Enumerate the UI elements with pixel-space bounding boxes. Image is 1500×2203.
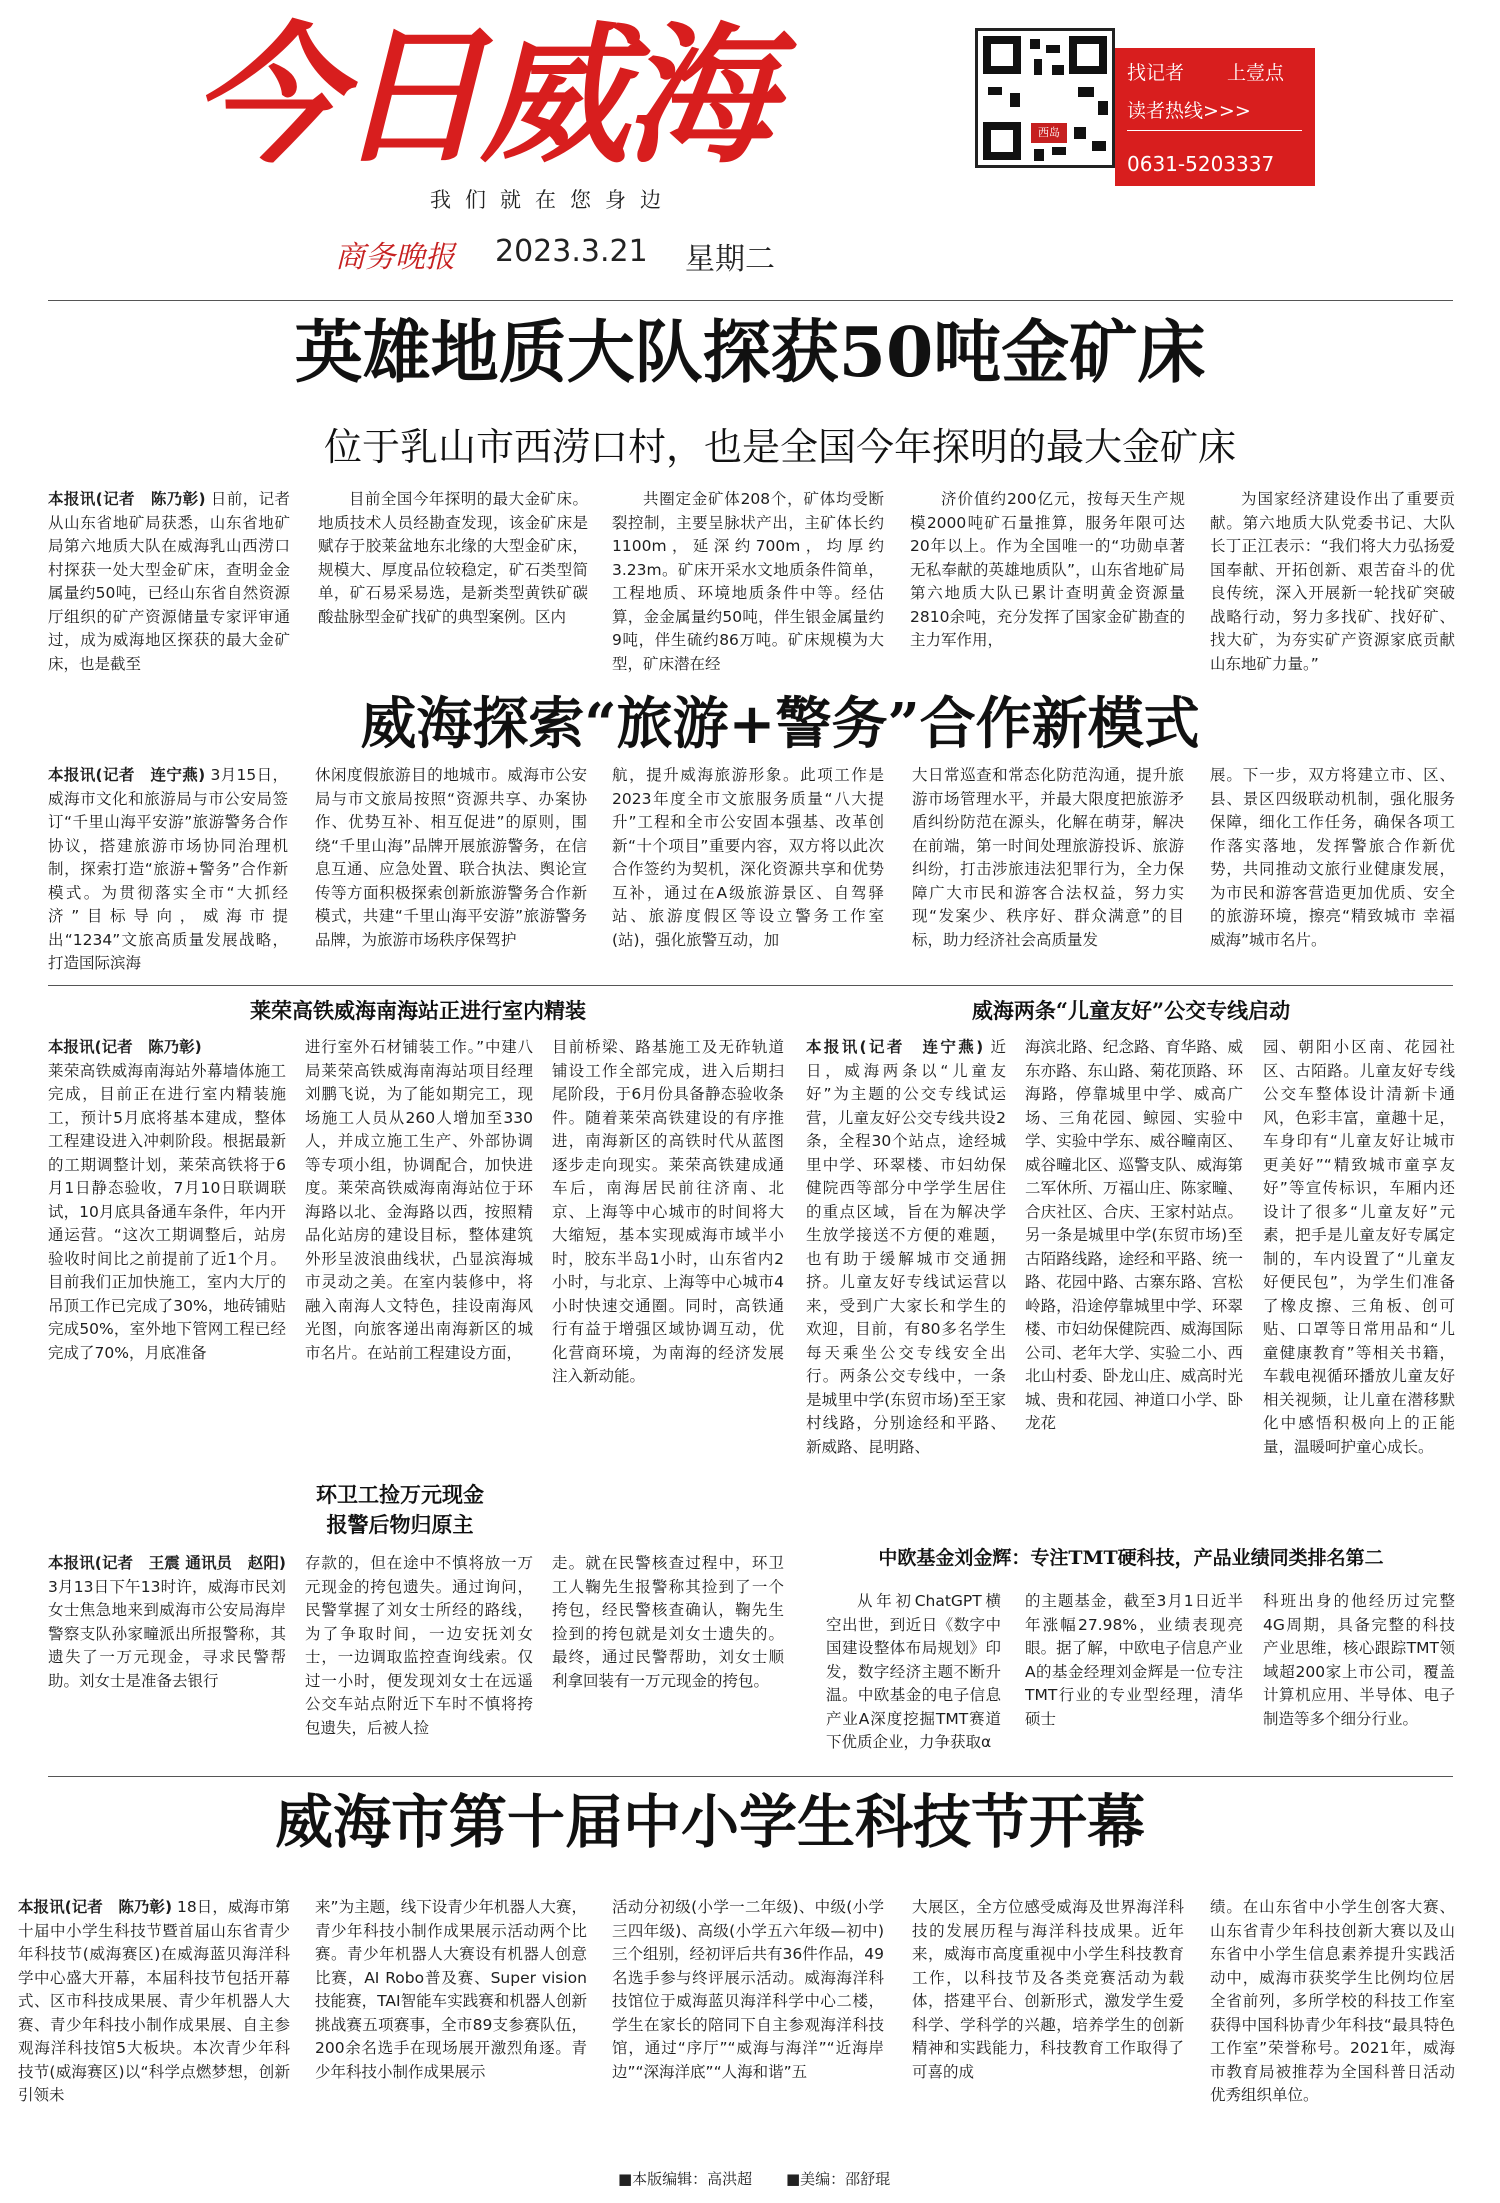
article1-col5 <box>1210 488 1455 680</box>
article2-col5-text: 展。下一步，双方将建立市、区、县、景区四级联动机制，强化服务保障，细化工作任务，确保各项工作落实落地，发挥警旅合作新优势，共同推动文旅行业健康发展，为市民和游客营造更加优质、安全的旅游环境，擦亮“精致城市 幸福威海”城市名片。 <box>1210 766 1455 949</box>
article1-col1-text: 日前，记者从山东省地矿局获悉，山东省地矿局第六地质大队在威海乳山西涝口村探获一处大型金矿床，查明金金属量约50吨，已经山东省自然资源厅组织的矿产资源储量专家评审通过，成为威海地区探获的最大金矿床，也是截至 <box>48 490 290 673</box>
article5-col3 <box>552 1552 784 1768</box>
footer-editor: ■本版编辑：高洪超 <box>618 2170 753 2188</box>
issue-date: 2023.3.21 <box>495 234 648 269</box>
article2-lead: 本报讯(记者 连宁燕) <box>48 766 206 784</box>
article5-headline-line1: 环卫工捡万元现金 <box>316 1482 484 1507</box>
hotline-text-1b: 上壹点 <box>1227 62 1285 84</box>
article1-col1 <box>48 488 290 680</box>
article6-col3 <box>1263 1590 1455 1766</box>
article7-col3 <box>612 1896 884 2158</box>
newspaper-logo: 今日威海 <box>192 10 769 184</box>
article3-col1-text: 莱荣高铁威海南海站外幕墙体施工完成，目前正在进行室内精装施工，预计5月底将基本建成，整体工程建设进入冲刺阶段。根据最新的工期调整计划，莱荣高铁将于6月1日静态验收，7月10日联调联试，10月底具备通车条件，年内开通运营。“这次工期调整后，站房验收时间比之前提前了近1个月。目前我们正加快施工，室内大厅的吊顶工作已完成了30%，地砖铺贴完成50%，室外地下管网工程已经完成了70%，月底准备 <box>48 1061 286 1362</box>
article4-col1-text: 近日，威海两条以“儿童友好”为主题的公交专线试运营，儿童友好公交专线共设2条，全程30个站点，途经城里中学、环翠楼、市妇幼保健院西等部分中学学生居住的重点区域，旨在为解决学生放学接送不方便的难题，也有助于缓解城市交通拥挤。儿童友好专线试运营以来，受到广大家长和学生的欢迎，目前，有80多名学生每天乘坐公交专线安全出行。两条公交专线中，一条是城里中学(东贸市场)至王家村线路，分别途经和平路、新威路、昆明路、 <box>806 1038 1006 1456</box>
article1-subhead: 位于乳山市西涝口村，也是全国今年探明的最大金矿床 <box>323 425 1236 469</box>
article7-col5-text: 绩。在山东省中小学生创客大赛、山东省青少年科技创新大赛以及山东省中小学生信息素养提升实践活动中，威海市获奖学生比例均位居全省前列，多所学校的科技工作室获得中国科协青少年科技“最具特色工作室”荣誉称号。2021年，威海市教育局被推荐为全国科普日活动优秀组织单位。 <box>1210 1898 1455 2104</box>
article5-headline-line2: 报警后物归原主 <box>326 1512 474 1537</box>
brand-name: 商务晚报 <box>335 240 455 275</box>
article6-col2 <box>1025 1590 1243 1766</box>
slogan: 我们就在您身边 <box>430 188 675 212</box>
article7-col1-text: 18日，威海市第十届中小学生科技节暨首届山东省青少年科技节(威海赛区)在威海蓝贝海洋科学中心盛大开幕，本届科技节包括开幕式、区市科技成果展、青少年机器人大赛、青少年科技小制作成果展、自主参观海洋科技馆5大板块。本次青少年科技节(威海赛区)以“科学点燃梦想，创新引领未 <box>18 1898 290 2104</box>
article2-col5 <box>1210 764 1455 980</box>
article6-col2-text: 的主题基金，截至3月1日近半年涨幅27.98%，业绩表现亮眼。据了解，中欧电子信息产业A的基金经理刘金辉是一位专注TMT行业的专业型经理，清华硕士 <box>1025 1592 1243 1728</box>
article4-col3-text: 园、朝阳小区南、花园社区、古陌路。儿童友好专线公交车整体设计清新卡通风，色彩丰富，童趣十足，车身印有“儿童友好让城市更美好”“精致城市童享友好”等宣传标识，车厢内还设计了很多“儿童友好”元素，把手是儿童友好专属定制的，车内设置了“儿童友好便民包”，为学生们准备了橡皮擦、三角板、创可贴、口罩等日常用品和“儿童健康教育”等相关书籍，车载电视循环播放儿童友好相关视频，让儿童在潜移默化中感悟积极向上的正能量，温暖呵护童心成长。 <box>1263 1038 1455 1456</box>
article2-headline: 威海探索“旅游+警务”合作新模式 <box>360 691 1200 757</box>
article2-col2 <box>315 764 587 980</box>
article4-lead: 本报讯(记者 连宁燕) <box>806 1038 984 1056</box>
article7-lead: 本报讯(记者 陈乃彰) <box>18 1898 173 1916</box>
article2-col1 <box>48 764 288 980</box>
hotline-phone: 0631-5203337 <box>1127 152 1275 176</box>
article7-col2-text: 来”为主题，线下设青少年机器人大赛，青少年科技小制作成果展示活动两个比赛。青少年机器人大赛设有机器人创意比赛，AI Robo普及赛、Super vision技能赛，TAI智能车实践赛和机器人创新挑战赛五项赛事，全市89支参赛队伍，200余名选手在现场展开激烈角逐。青少年科技小制作成果展示 <box>315 1898 587 2081</box>
article3-headline: 莱荣高铁威海南海站正进行室内精装 <box>250 998 586 1023</box>
article3-lead: 本报讯(记者 陈乃彰) <box>48 1038 202 1056</box>
article7-col4-text: 大展区，全方位感受威海及世界海洋科技的发展历程与海洋科技成果。近年来，威海市高度重视中小学生科技教育工作，以科技节及各类竞赛活动为载体，搭建平台、创新形式，激发学生爱科学、学科学的兴趣，培养学生的创新精神和实践能力，科技教育工作取得了可喜的成 <box>912 1898 1184 2081</box>
hotline-text-2: 读者热线>>> <box>1127 100 1251 122</box>
section-rule-1 <box>48 985 1453 986</box>
article4-col2-text: 海滨北路、纪念路、育华路、威东亦路、东山路、菊花顶路、环海路，停靠城里中学、威高广场、三角花园、鲸园、实验中学、实验中学东、威谷疃南区、威谷疃北区、巡警支队、威海第二军休所、万福山庄、陈家疃、合庆社区、合庆、王家村站点。另一条是城里中学(东贸市场)至古陌路线路，途经和平路、统一路、花园中路、古寨东路、宫松岭路，沿途停靠城里中学、环翠楼、市妇幼保健院西、威海国际公司、老年大学、实验二小、西北山村委、卧龙山庄、威高时光城、贵和花园、神道口小学、卧龙花 <box>1025 1038 1243 1432</box>
section-rule-2 <box>48 1776 1453 1777</box>
article5-lead: 本报讯(记者 王震 通讯员 赵阳) <box>48 1554 286 1572</box>
article4-headline: 威海两条“儿童友好”公交专线启动 <box>971 998 1291 1023</box>
article4-col2 <box>1025 1036 1243 1520</box>
article1-col4 <box>910 488 1185 680</box>
qr-badge: 西岛 <box>1031 123 1067 143</box>
masthead <box>0 0 1500 300</box>
article3-col2-text: 进行室外石材铺装工作。”中建八局莱荣高铁威海南海站项目经理刘鹏飞说，为了能如期完工，现场施工人员从260人增加至330人，并成立施工生产、外部协调等专项小组，协调配合，加快进度。莱荣高铁威海南海站位于环海路以北、金海路以西，按照精品化站房的建设目标，整体建筑外形呈波浪曲线状，凸显滨海城市灵动之美。在室内装修中，将融入南海人文特色，挂设南海风光图，向旅客递出南海新区的城市名片。在站前工程建设方面， <box>305 1038 533 1362</box>
article3-col1 <box>48 1036 286 1516</box>
article2-col3 <box>612 764 884 980</box>
article1-col2 <box>318 488 588 680</box>
reader-hotline-box <box>1115 48 1315 186</box>
article1-col3 <box>612 488 884 680</box>
article3-col2 <box>305 1036 533 1516</box>
article7-col2 <box>315 1896 587 2158</box>
article7-col1 <box>18 1896 290 2158</box>
article5-col1-text: 3月13日下午13时许，威海市民刘女士焦急地来到威海市公安局海岸警察支队孙家疃派出所报警称，其遗失了一万元现金，寻求民警帮助。刘女士是准备去银行 <box>48 1577 286 1690</box>
hotline-text-1: 找记者 <box>1127 62 1185 84</box>
article4-col1 <box>806 1036 1006 1520</box>
article7-col5 <box>1210 1896 1455 2158</box>
article2-col3-text: 航，提升威海旅游形象。此项工作是2023年度全市文旅服务质量“八大提升”工程和全市公安固本强基、改革创新“十个项目”重要内容，双方将以此次合作签约为契机，深化资源共享和优势互补，通过在A级旅游景区、自驾驿站、旅游度假区等设立警务工作室(站)，强化旅警互动，加 <box>612 766 884 949</box>
footer-designer: ■美编：邵舒琨 <box>786 2170 891 2188</box>
article3-col3 <box>552 1036 784 1472</box>
article7-headline: 威海市第十届中小学生科技节开幕 <box>274 1788 1145 1856</box>
article5-col3-text: 走。就在民警核查过程中，环卫工人鞠先生报警称其捡到了一个挎包，经民警核查确认，鞠先生捡到的挎包就是刘女士遗失的。最终，通过民警帮助，刘女士顺利拿回装有一万元现金的挎包。 <box>552 1554 784 1690</box>
issue-weekday: 星期二 <box>685 242 775 277</box>
article6-col1 <box>826 1590 1001 1766</box>
article5-col2-text: 存款的，但在途中不慎将放一万元现金的挎包遗失。通过询问，民警掌握了刘女士所经的路线，为了争取时间，一边安抚刘女士，一边调取监控查询线索。仅过一小时，便发现刘女士在远遥公交车站点附近下车时不慎将挎包遗失，后被人捡 <box>305 1554 533 1737</box>
qr-code-icon[interactable] <box>975 28 1115 168</box>
article1-col3-text: 共圈定金矿体208个，矿体均受断裂控制，主要呈脉状产出，主矿体长约1100m，延深约700m，均厚约3.23m。矿床开采水文地质条件简单，工程地质、环境地质条件中等。经估算，金金属量约50吨，伴生银金属量约9吨，伴生硫约86万吨。矿床规模为大型，矿床潜在经 <box>612 490 884 673</box>
hotline-divider <box>1127 130 1302 131</box>
article1-headline: 英雄地质大队探获50吨金矿床 <box>294 313 1206 393</box>
article5-col2 <box>305 1552 533 1768</box>
article3-col3-text: 目前桥梁、路基施工及无砟轨道铺设工作全部完成，进入后期扫尾阶段，于6月份具备静态验收条件。随着莱荣高铁建设的有序推进，南海新区的高铁时代从蓝图逐步走向现实。莱荣高铁建成通车后，南海居民前往济南、北京、上海等中心城市的时间将大大缩短，基本实现威海市域半小时，胶东半岛1小时，山东省内2小时，与北京、上海等中心城市4小时快速交通圈。同时，高铁通行有益于增强区域协调互动，优化营商环境，为南海的经济发展注入新动能。 <box>552 1038 784 1385</box>
article6-col3-text: 科班出身的他经历过完整4G周期，具备完整的科技产业思维，核心跟踪TMT领域超200家上市公司，覆盖计算机应用、半导体、电子制造等多个细分行业。 <box>1263 1592 1455 1728</box>
article6-col1-text: 从年初ChatGPT横空出世，到近日《数字中国建设整体布局规划》印发，数字经济主题不断升温。中欧基金的电子信息产业A深度挖掘TMT赛道下优质企业，力争获取α <box>826 1592 1001 1751</box>
article1-col5-text: 为国家经济建设作出了重要贡献。第六地质大队党委书记、大队长丁正江表示：“我们将大力弘扬爱国奉献、开拓创新、艰苦奋斗的优良传统，深入开展新一轮找矿突破战略行动，努力多找矿、找好矿、找大矿，为夯实矿产资源家底贡献山东地矿力量。” <box>1210 490 1455 673</box>
article1-lead: 本报讯(记者 陈乃彰) <box>48 490 206 508</box>
article5-col1 <box>48 1552 286 1768</box>
article7-col3-text: 活动分初级(小学一二年级)、中级(小学三四年级)、高级(小学五六年级—初中)三个组别，经初评后共有36件作品，49名选手参与终评展示活动。威海海洋科技馆位于威海蓝贝海洋科学中心二楼，学生在家长的陪同下自主参观海洋科技馆，通过“序厅”“威海与海洋”“近海岸边”“深海洋底”“人海和谐”五 <box>612 1898 884 2081</box>
article2-col1-text: 3月15日，威海市文化和旅游局与市公安局签订“千里山海平安游”旅游警务合作协议，搭建旅游市场协同治理机制，探索打造“旅游+警务”合作新模式。为贯彻落实全市“大抓经济”目标导向，威海市提出“1234”文旅高质量发展战略，打造国际滨海 <box>48 766 288 972</box>
article2-col4-text: 大日常巡查和常态化防范沟通，提升旅游市场管理水平，并最大限度把旅游矛盾纠纷防范在源头，化解在萌芽，解决在前端，第一时间处理旅游投诉、旅游纠纷，打击涉旅违法犯罪行为，全力保障广大市民和游客合法权益，努力实现“发案少、秩序好、群众满意”的目标，助力经济社会高质量发 <box>912 766 1184 949</box>
article2-col4 <box>912 764 1184 980</box>
article1-col2-text: 目前全国今年探明的最大金矿床。地质技术人员经勘查发现，该金矿床是赋存于胶莱盆地东北缘的大型金矿床，规模大、厚度品位较稳定，矿石类型简单，矿石易采易选，是新类型黄铁矿碳酸盐脉型金矿找矿的典型案例。区内 <box>318 490 588 626</box>
article1-col4-text: 济价值约200亿元，按每天生产规模2000吨矿石量推算，服务年限可达20年以上。作为全国唯一的“功勋卓著无私奉献的英雄地质队”，山东省地矿局第六地质大队已累计查明黄金资源量2810余吨，充分发挥了国家金矿勘查的主力军作用， <box>910 490 1185 649</box>
masthead-rule <box>48 300 1453 301</box>
article2-col2-text: 休闲度假旅游目的地城市。威海市公安局与市文旅局按照“资源共享、办案协作、优势互补、相互促进”的原则，围绕“千里山海”品牌开展旅游警务，在信息互通、应急处置、联合执法、舆论宣传等方面积极探索创新旅游警务合作新模式，共建“千里山海平安游”旅游警务品牌，为旅游市场秩序保驾护 <box>315 766 587 949</box>
article6-headline: 中欧基金刘金辉：专注TMT硬科技，产品业绩同类排名第二 <box>878 1547 1384 1569</box>
article4-col3 <box>1263 1036 1455 1520</box>
article7-col4 <box>912 1896 1184 2158</box>
